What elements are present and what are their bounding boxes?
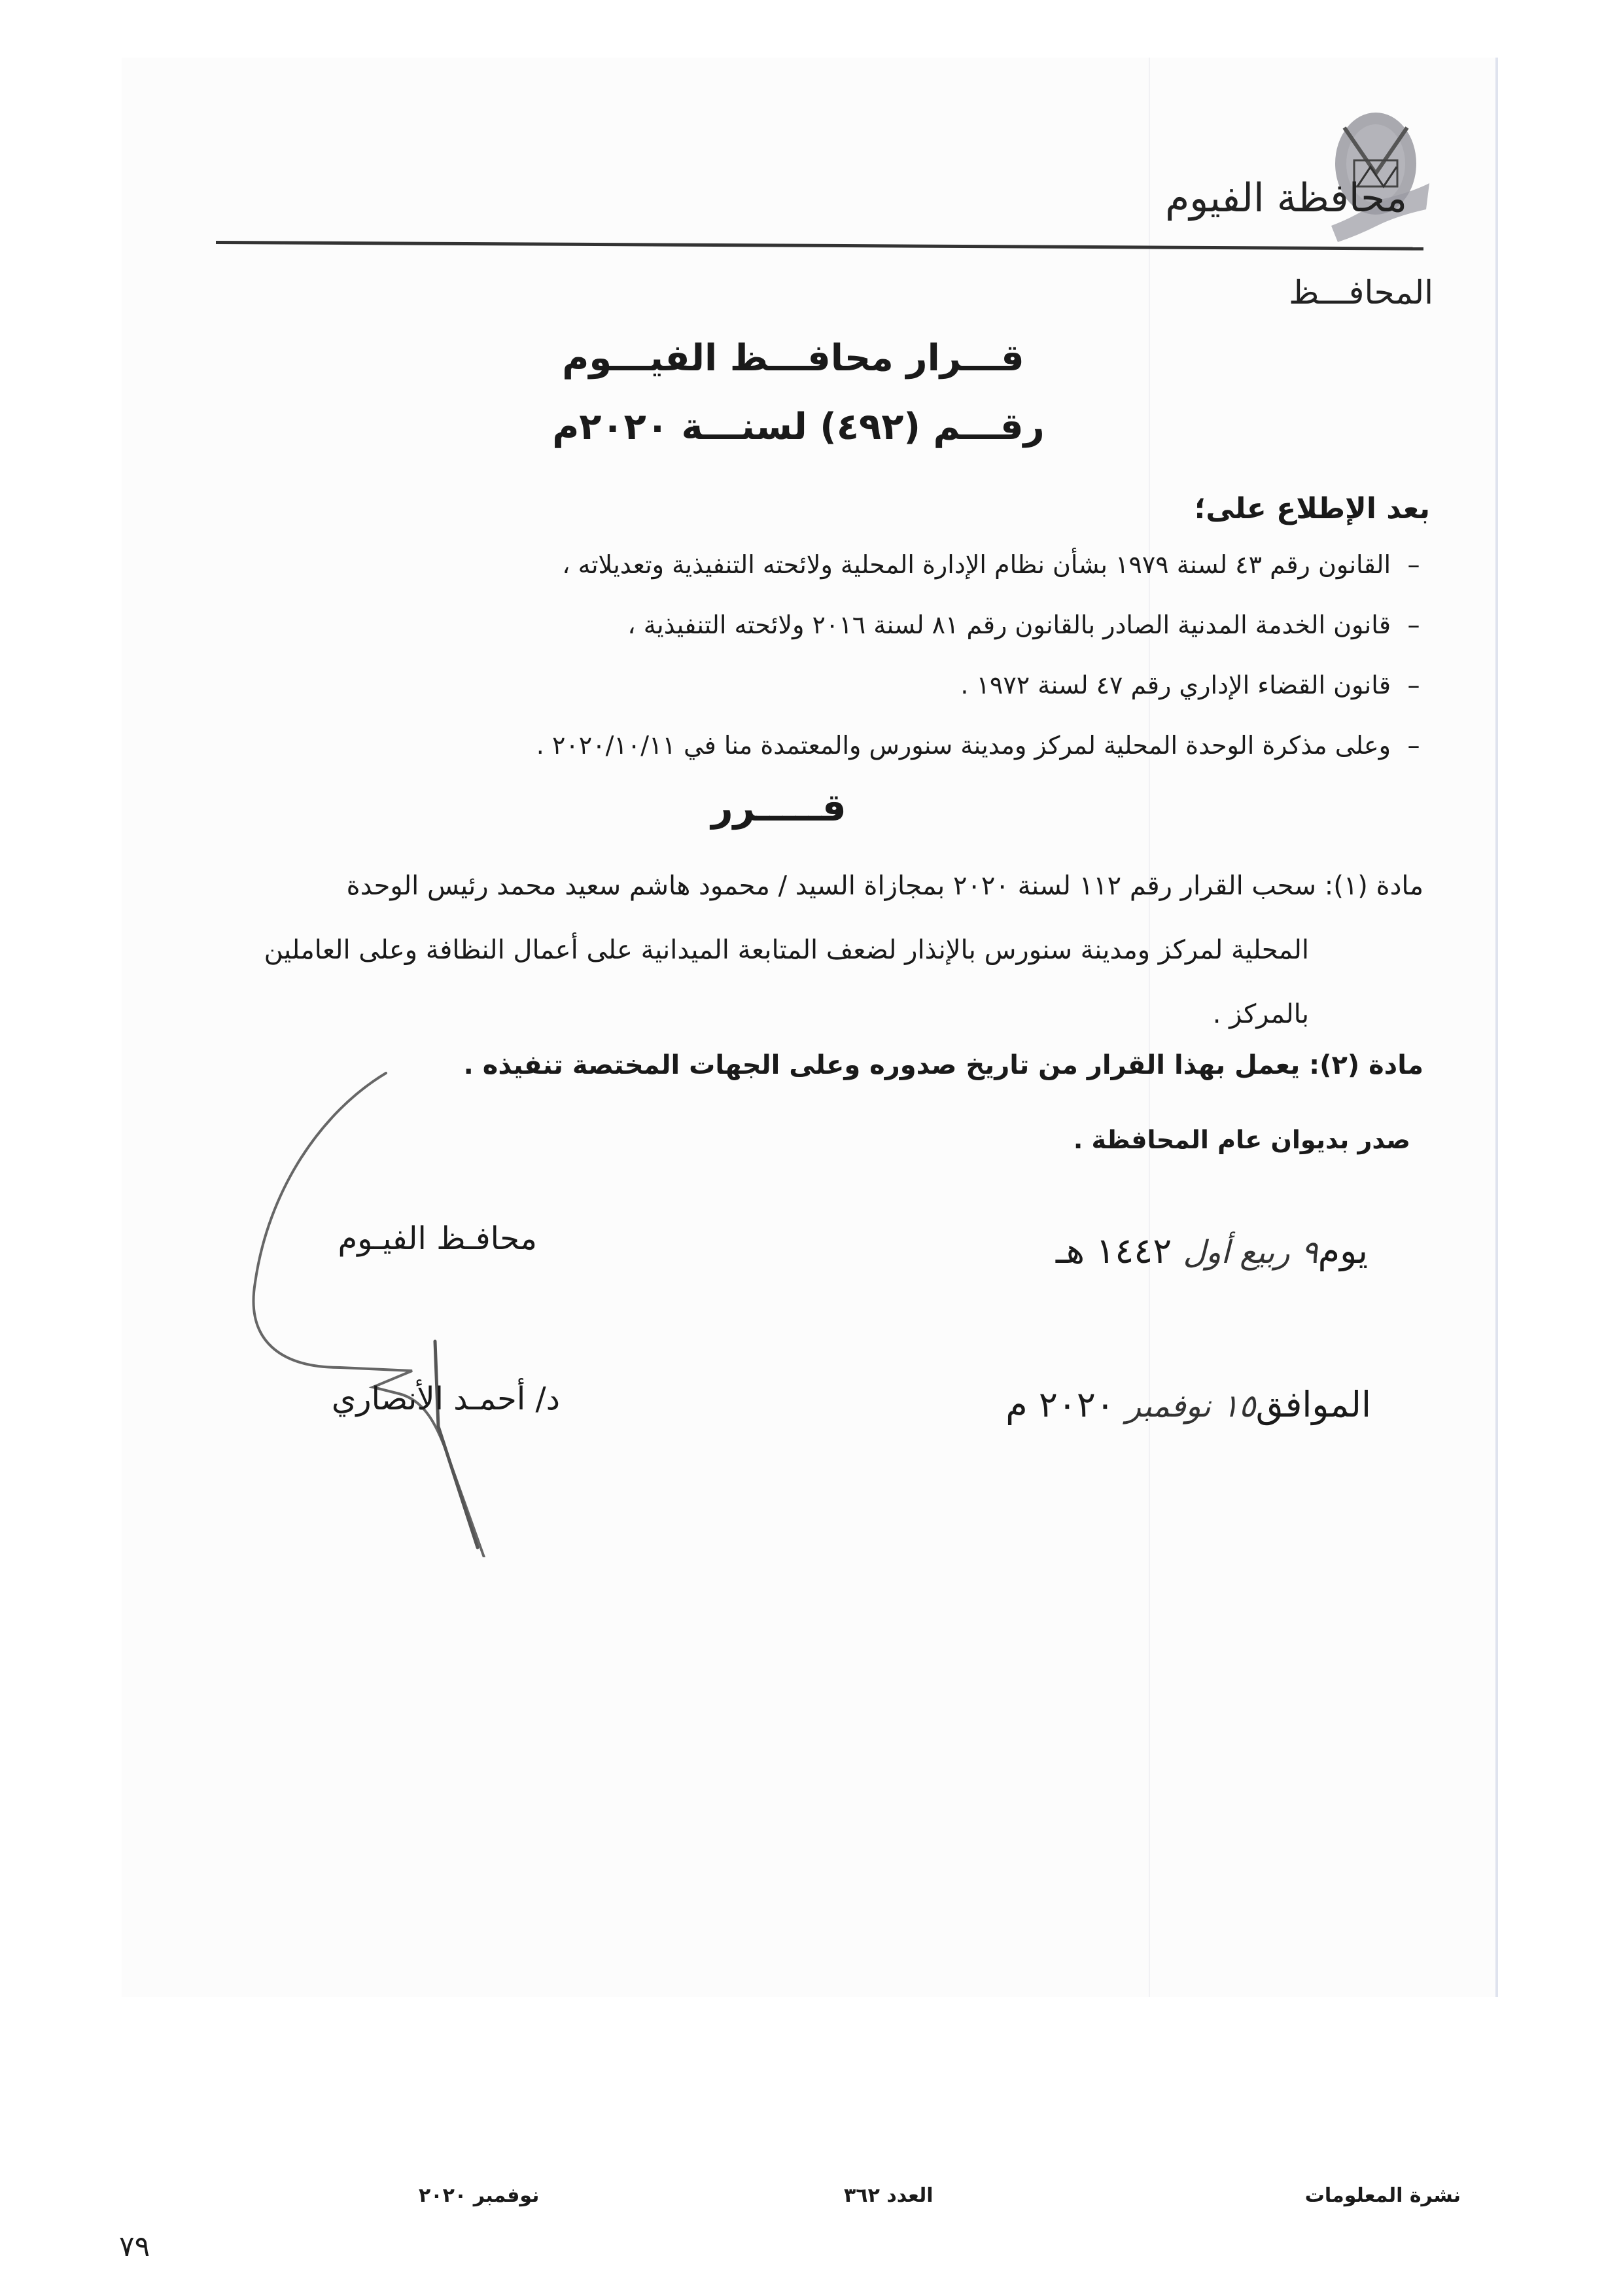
decided-heading [0, 785, 1623, 830]
decree-title [0, 337, 1623, 380]
gregorian-day-handwritten: ١٥ [1222, 1388, 1256, 1424]
signatory-name: د/ أحمـد الأنصاري [331, 1381, 560, 1417]
hijri-date [1056, 1230, 1368, 1271]
hijri-year: ١٤٤٢ هـ [1055, 1230, 1172, 1271]
article-2: مادة (٢): يعمل بهذا القرار من تاريخ صدوره وعلى الجهات المختصة تنفيذه . [463, 1050, 1423, 1080]
preamble-item-text: قانون الخدمة المدنية الصادر بالقانون رقم ٨١ لسنة ٢٠١٦ ولائحته التنفيذية ، [627, 610, 1391, 639]
article-1-line-3: بالمركز . [1212, 999, 1309, 1029]
footer-publication: نشرة المعلومات [1304, 2184, 1461, 2207]
hijri-day-handwritten: ٩ [1300, 1234, 1318, 1271]
article-1-line-1: مادة (١): سحب القرار رقم ١١٢ لسنة ٢٠٢٠ بمجازاة السيد / محمود هاشم سعيد محمد رئيس الوحدة [346, 871, 1423, 901]
gregorian-month-handwritten: نوفمبر [1126, 1388, 1211, 1424]
decree-number [0, 406, 1623, 448]
footer-date: نوفمبر ٢٠٢٠ [419, 2184, 540, 2207]
dash-bullet-icon: – [1407, 671, 1420, 699]
issued-at: صدر بديوان عام المحافظة . [1073, 1125, 1410, 1154]
gregorian-year: ٢٠٢٠ م [1005, 1384, 1115, 1425]
handwritten-signature-icon [242, 1060, 504, 1557]
preamble-item [194, 607, 1437, 667]
preamble-heading: بعد الإطلاع على؛ [1194, 492, 1430, 525]
footer-issue: العدد ٣٦٢ [844, 2184, 934, 2207]
preamble-item-text: القانون رقم ٤٣ لسنة ١٩٧٩ بشأن نظام الإدارة المحلية ولائحته التنفيذية وتعديلاته ، [562, 550, 1391, 579]
gregorian-prefix: الموافق [1255, 1384, 1371, 1425]
dash-bullet-icon: – [1407, 610, 1420, 639]
governor-label: المحافـــظ [1289, 274, 1433, 311]
preamble-item [194, 667, 1437, 727]
preamble-item-text: قانون القضاء الإداري رقم ٤٧ لسنة ١٩٧٢ . [960, 671, 1391, 699]
page-number: ٧٩ [119, 2230, 150, 2263]
hijri-month-handwritten: ربيع أول [1183, 1234, 1290, 1271]
signatory-title: محافـظ الفيـوم [338, 1220, 537, 1257]
decree-title-text: قـــرار محافـــظ الفيـــوم [562, 337, 1024, 380]
article-1 [138, 854, 1423, 1046]
decided-heading-text: قـــــرر [711, 785, 846, 830]
preamble-item-text: وعلى مذكرة الوحدة المحلية لمركز ومدينة سنورس والمعتمدة منا في ٢٠٢٠/١٠/١١ . [536, 731, 1391, 760]
preamble-item [194, 546, 1437, 607]
preamble-item [194, 727, 1437, 787]
preamble-list [194, 546, 1437, 787]
article-1-line-2: المحلية لمركز ومدينة سنورس بالإنذار لضعف المتابعة الميدانية على أعمال النظافة وعلى العاملين [264, 935, 1309, 965]
decree-number-text: رقـــم (٤٩٢) لسنـــة ٢٠٢٠م [552, 406, 1045, 448]
hijri-prefix: يوم [1318, 1230, 1368, 1271]
dash-bullet-icon: – [1407, 731, 1420, 760]
governorate-name: محافظة الفيوم [1165, 175, 1407, 221]
dash-bullet-icon: – [1407, 550, 1420, 579]
gregorian-date [1005, 1384, 1371, 1425]
